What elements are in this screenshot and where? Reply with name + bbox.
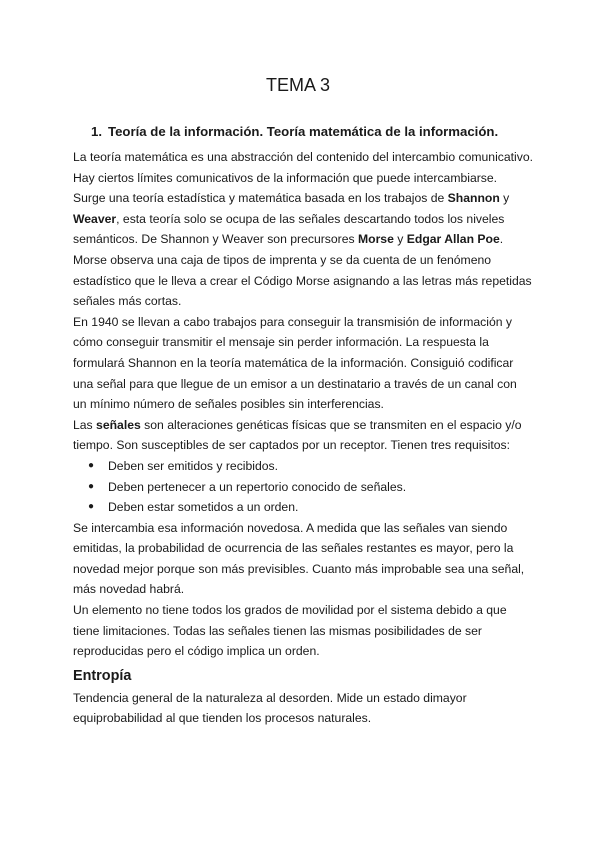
bold-edgar-allan-poe: Edgar Allan Poe xyxy=(406,232,500,247)
text-span: y xyxy=(393,232,407,247)
text-span: . Morse observa una caja de tipos de imprenta y se da cuenta de un fenómeno estadístico que le lleva a crear el Código Morse asignando a las letras más repetidas señales más cortas. xyxy=(73,232,532,309)
bullet-icon: ● xyxy=(88,501,95,513)
section-heading xyxy=(91,123,498,141)
text-span: y xyxy=(499,191,510,206)
paragraph-entropia: Tendencia general de la naturaleza al desorden. Mide un estado dimayor equiprobabilidad al que tienden los procesos naturales. xyxy=(73,690,467,726)
text-span: Las xyxy=(73,417,97,432)
bold-weaver: Weaver xyxy=(73,211,117,226)
bullet-icon: ● xyxy=(88,480,95,492)
paragraph-movilidad: Un elemento no tiene todos los grados de movilidad por el sistema debido a que tiene limitaciones. Todas las señales tienen las mismas posibilidades de ser reproducidas pero el código implica un orden. xyxy=(73,603,507,659)
bold-shannon: Shannon xyxy=(447,191,500,206)
section-number: 1. xyxy=(91,124,102,139)
section-heading-text: Teoría de la información. Teoría matemática de la información. xyxy=(108,124,499,139)
document-body xyxy=(73,147,533,729)
bold-senales: señales xyxy=(96,417,141,432)
list-item-text: Deben pertenecer a un repertorio conocido de señales. xyxy=(108,479,407,494)
text-span: , esta teoría solo se ocupa de las señales descartando todos los niveles semánticos. De Shannon y Weaver son precursores xyxy=(73,211,505,247)
list-item xyxy=(73,497,533,518)
bold-morse: Morse xyxy=(357,232,394,247)
paragraph-shannon-weaver xyxy=(73,188,533,312)
paragraph-1940: En 1940 se llevan a cabo trabajos para conseguir la transmisión de información y cómo conseguir transmitir el mensaje sin perder información. La respuesta la formulará Shannon en la teoría matemática de la información. Consiguió codificar una señal para que llegue de un emisor a un destinatario a través de un canal con un mínimo número de señales posibles sin interferencias. xyxy=(73,314,517,412)
list-item-text: Deben estar sometidos a un orden. xyxy=(108,500,299,515)
paragraph-intro: La teoría matemática es una abstracción del contenido del intercambio comunicativo. Hay ciertos límites comunicativos de la información que puede intercambiarse. xyxy=(73,150,533,185)
entropia-heading: Entropía xyxy=(73,667,132,684)
paragraph-senales xyxy=(73,415,533,456)
text-span: Surge una teoría estadística y matemática basada en los trabajos de xyxy=(73,191,448,206)
list-item xyxy=(73,477,533,498)
requirements-list xyxy=(73,456,533,518)
page-title: TEMA 3 xyxy=(265,75,331,95)
text-span: son alteraciones genéticas físicas que se transmiten en el espacio y/o tiempo. Son susceptibles de ser captados por un receptor. Tienen tres requisitos: xyxy=(73,417,522,453)
paragraph-novedad: Se intercambia esa información novedosa. A medida que las señales van siendo emitidas, la probabilidad de ocurrencia de las señales restantes es mayor, pero la novedad mejor porque son más previsibles. Cuanto más improbable sea una señal, más novedad habrá. xyxy=(73,520,525,597)
list-item-text: Deben ser emitidos y recibidos. xyxy=(108,458,279,473)
bullet-icon: ● xyxy=(88,459,95,471)
list-item xyxy=(73,456,533,477)
